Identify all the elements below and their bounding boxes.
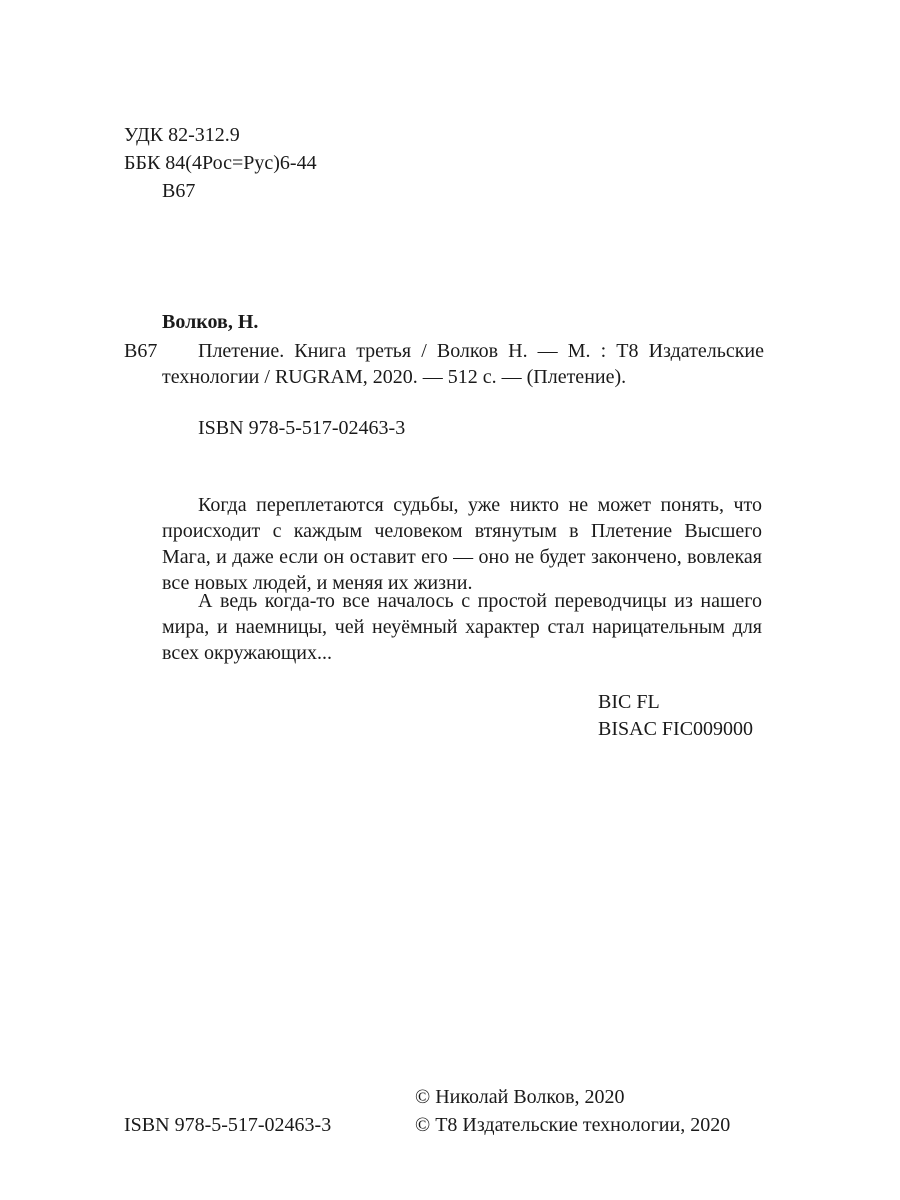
annotation-paragraph-1: Когда переплетаются судьбы, уже никто не может понять, что происходит с каждым человеком втянутым в Плетение Высшего Мага, и даже если он оставит его — оно не будет закончено, вовлекая все новых людей, и меняя их жизни.	[162, 494, 762, 594]
bisac-code: BISAC FIC009000	[598, 718, 754, 740]
copyright-publisher: © Т8 Издательские технологии, 2020	[415, 1114, 731, 1136]
entry-author-mark: В67	[124, 340, 158, 362]
footer-isbn: ISBN 978-5-517-02463-3	[124, 1114, 332, 1136]
author-mark: В67	[162, 180, 196, 202]
bic-code: BIC FL	[598, 691, 660, 713]
bibliographic-description: Плетение. Книга третья / Волков Н. — М. : Т8 Издательские технологии / RUGRAM, 2020. — 512 с. — (Плетение).	[162, 340, 764, 388]
bbk-code: ББК 84(4Рос=Рус)6-44	[124, 152, 317, 174]
copyright-author: © Николай Волков, 2020	[415, 1086, 625, 1108]
annotation-paragraph-2: А ведь когда-то все началось с простой переводчицы из нашего мира, и наемницы, чей неуёмный характер стал нарицательным для всех окружающих...	[162, 590, 762, 664]
entry-isbn: ISBN 978-5-517-02463-3	[198, 417, 406, 439]
udk-code: УДК 82-312.9	[124, 124, 240, 146]
author-heading: Волков, Н.	[162, 311, 259, 333]
